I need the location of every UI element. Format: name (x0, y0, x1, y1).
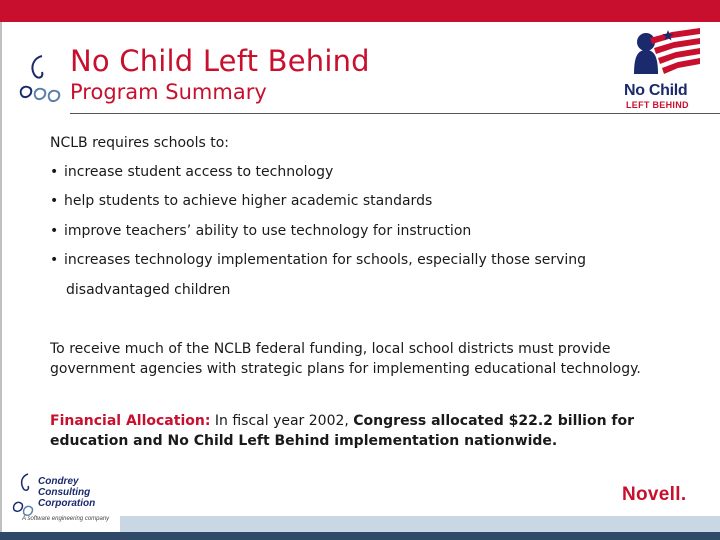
bullet-item: • increase student access to technology (50, 164, 334, 180)
nclb-flag-icon (620, 26, 704, 86)
page-title: No Child Left Behind (70, 44, 370, 78)
title-divider (70, 113, 720, 114)
bullet-item: • increases technology implementation for schools, especially those serving (50, 252, 587, 268)
nclb-logo-line2: LEFT BEHIND (626, 100, 689, 110)
bullet-item: • help students to achieve higher academic standards (50, 193, 433, 209)
intro-text: NCLB requires schools to: (50, 135, 230, 151)
top-red-bar (0, 0, 720, 22)
financial-bold: Congress allocated $22.2 billion for education and No Child Left Behind implementation nationwide. (50, 413, 635, 449)
financial-label: Financial Allocation: (50, 413, 211, 429)
footer-light-band (120, 516, 720, 532)
financial-plain: In fiscal year 2002, (210, 413, 354, 429)
condrey-tagline: A software engineering company (22, 516, 110, 522)
left-border (0, 22, 2, 540)
funding-paragraph: To receive much of the NCLB federal funding, local school districts must provide government agencies with strategic plans for implementing educational technology. (50, 341, 641, 377)
bullet-continuation: disadvantaged children (66, 282, 231, 298)
condrey-footer-swirl-icon (10, 470, 40, 522)
novell-logo: Novell. (622, 484, 687, 505)
financial-allocation (50, 411, 710, 451)
condrey-swirl-icon (12, 50, 64, 110)
bullet-item: • improve teachers’ ability to use technology for instruction (50, 223, 472, 239)
footer-dark-band (0, 532, 720, 540)
nclb-logo-line1: No Child (624, 82, 688, 99)
page-subtitle: Program Summary (70, 80, 267, 104)
condrey-company-name: Condrey Consulting Corporation (38, 476, 96, 509)
